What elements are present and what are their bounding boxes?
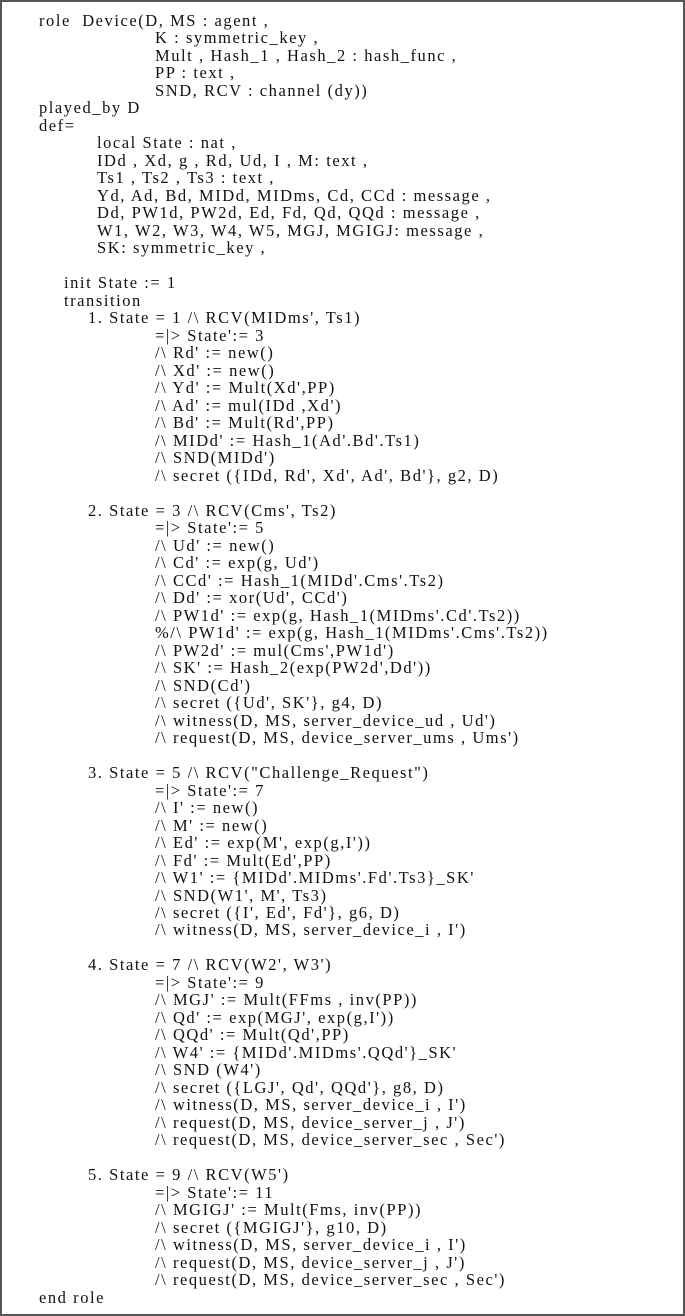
- code-line: 1. State = 1 /\ RCV(MIDms', Ts1): [88, 308, 362, 328]
- code-line: PP : text ,: [155, 63, 236, 83]
- code-line: /\ witness(D, MS, server_device_i , I'): [155, 1235, 467, 1255]
- code-line: transition: [64, 290, 142, 310]
- code-line: /\ secret ({I', Ed', Fd'}, g6, D): [155, 902, 401, 922]
- code-line: /\ Xd' := new(): [155, 360, 276, 380]
- code-line: /\ MGIGJ' := Mult(Fms, inv(PP)): [155, 1200, 423, 1220]
- code-line: 3. State = 5 /\ RCV("Challenge_Request"): [88, 763, 430, 783]
- code-line: %/\ PW1d' := exp(g, Hash_1(MIDms'.Cms'.Ts2)): [155, 623, 549, 643]
- code-line: /\ SND(W1', M', Ts3): [155, 885, 328, 905]
- code-line: =|> State':= 11: [155, 1182, 275, 1202]
- code-line: /\ secret ({MGIGJ'}, g10, D): [155, 1217, 388, 1237]
- code-line: Mult , Hash_1 , Hash_2 : hash_func ,: [155, 45, 458, 65]
- code-line: =|> State':= 5: [155, 518, 265, 538]
- code-line: /\ W1' := {MIDd'.MIDms'.Fd'.Ts3}_SK': [155, 868, 475, 887]
- code-line: /\ witness(D, MS, server_device_i , I'): [155, 920, 467, 940]
- code-line: /\ Yd' := Mult(Xd',PP): [155, 378, 336, 398]
- code-line: /\ I' := new(): [155, 798, 260, 818]
- code-line: /\ W4' := {MIDd'.MIDms'.QQd'}_SK': [155, 1042, 458, 1062]
- code-line: =|> State':= 3: [155, 325, 265, 345]
- code-line: 4. State = 7 /\ RCV(W2', W3'): [88, 955, 333, 975]
- code-line: IDd , Xd, g , Rd, Ud, I , M: text ,: [97, 150, 369, 170]
- code-line: /\ M' := new(): [155, 815, 269, 835]
- code-line: /\ witness(D, MS, server_device_i , I'): [155, 1095, 467, 1115]
- code-line: /\ Cd' := exp(g, Ud'): [155, 553, 320, 573]
- code-line: /\ secret ({IDd, Rd', Xd', Ad', Bd'}, g2, D): [155, 465, 500, 485]
- code-line: init State := 1: [64, 273, 177, 293]
- code-line: /\ MGJ' := Mult(FFms , inv(PP)): [155, 990, 418, 1010]
- code-line: /\ SND (W4'): [155, 1060, 262, 1080]
- code-line: /\ CCd' := Hash_1(MIDd'.Cms'.Ts2): [155, 570, 445, 590]
- code-line: /\ PW1d' := exp(g, Hash_1(MIDms'.Cd'.Ts2)): [155, 605, 521, 625]
- code-line: /\ witness(D, MS, server_device_ud , Ud'): [155, 710, 497, 730]
- code-line: /\ QQd' := Mult(Qd',PP): [155, 1025, 350, 1045]
- code-line: /\ Ed' := exp(M', exp(g,I')): [155, 833, 372, 853]
- code-line: /\ PW2d' := mul(Cms',PW1d'): [155, 640, 395, 660]
- code-line: /\ secret ({LGJ', Qd', QQd'}, g8, D): [155, 1077, 445, 1097]
- code-line: SK: symmetric_key ,: [97, 238, 267, 258]
- code-line: /\ request(D, MS, device_server_sec , Sec'): [155, 1130, 506, 1150]
- code-line: 5. State = 9 /\ RCV(W5'): [88, 1165, 290, 1185]
- code-line: Dd, PW1d, PW2d, Ed, Fd, Qd, QQd : message ,: [97, 203, 481, 223]
- code-line: end role: [39, 1287, 106, 1307]
- code-line: /\ Ud' := new(): [155, 535, 276, 555]
- code-line: /\ Rd' := new(): [155, 343, 275, 363]
- code-line: =|> State':= 7: [155, 780, 265, 800]
- code-line: /\ SND(Cd'): [155, 675, 252, 695]
- code-line: =|> State':= 9: [155, 972, 265, 992]
- code-line: /\ SND(MIDd'): [155, 448, 276, 468]
- code-line: K : symmetric_key ,: [155, 28, 320, 48]
- code-line: W1, W2, W3, W4, W5, MGJ, MGIGJ: message ,: [97, 220, 485, 240]
- code-line: /\ request(D, MS, device_server_j , J'): [155, 1112, 466, 1132]
- code-line: SND, RCV : channel (dy)): [155, 80, 369, 100]
- code-line: local State : nat ,: [97, 133, 237, 153]
- code-line: /\ MIDd' := Hash_1(Ad'.Bd'.Ts1): [155, 430, 421, 450]
- code-line: /\ secret ({Ud', SK'}, g4, D): [155, 693, 384, 713]
- code-line: role Device(D, MS : agent ,: [39, 11, 270, 30]
- code-line: /\ request(D, MS, device_server_ums , Ums'): [155, 728, 520, 748]
- code-line: Yd, Ad, Bd, MIDd, MIDms, Cd, CCd : message ,: [97, 185, 492, 205]
- code-line: def=: [39, 115, 76, 135]
- code-line: played_by D: [39, 98, 141, 118]
- code-line: /\ SK' := Hash_2(exp(PW2d',Dd')): [155, 658, 432, 678]
- code-line: Ts1 , Ts2 , Ts3 : text ,: [97, 168, 275, 188]
- code-line: /\ Dd' := xor(Ud', CCd'): [155, 588, 349, 608]
- code-line: /\ request(D, MS, device_server_j , J'): [155, 1252, 466, 1272]
- code-line: /\ request(D, MS, device_server_sec , Sec'): [155, 1270, 506, 1290]
- code-line: /\ Bd' := Mult(Rd',PP): [155, 413, 335, 433]
- code-line: /\ Fd' := Mult(Ed',PP): [155, 850, 332, 870]
- code-line: /\ Qd' := exp(MGJ', exp(g,I')): [155, 1007, 395, 1027]
- code-line: 2. State = 3 /\ RCV(Cms', Ts2): [88, 500, 337, 520]
- code-line: /\ Ad' := mul(IDd ,Xd'): [155, 395, 343, 415]
